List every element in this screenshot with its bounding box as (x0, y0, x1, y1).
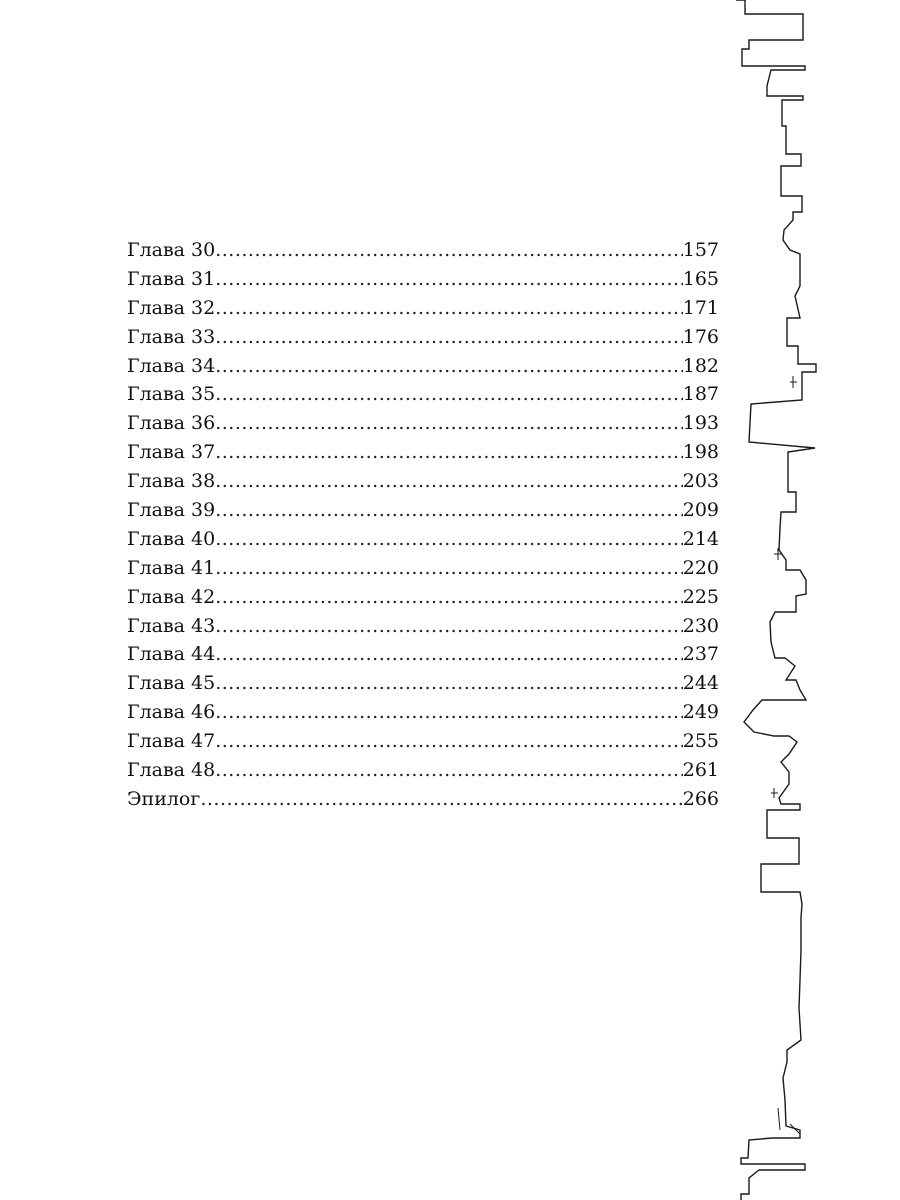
toc-entry-page: 187 (682, 383, 719, 406)
toc-entry-page: 157 (682, 239, 719, 261)
toc-entry-epilogue (127, 785, 719, 814)
toc-entry-page: 214 (682, 527, 719, 550)
toc-dot-leader (215, 236, 683, 265)
toc-dot-leader (215, 727, 683, 756)
city-skyline-outline-icon (720, 0, 830, 1200)
toc-entry-chapter-33 (127, 323, 719, 352)
toc-entry-chapter-34 (127, 352, 719, 381)
toc-entry-chapter-43 (127, 612, 719, 641)
skyline-outline-path (736, 0, 816, 1200)
toc-dot-leader (215, 409, 683, 438)
toc-dot-leader (215, 583, 683, 612)
toc-entry-chapter-31 (127, 265, 719, 294)
toc-entry-chapter-44 (127, 640, 719, 669)
toc-entry-chapter-35 (127, 380, 719, 409)
toc-dot-leader (215, 323, 683, 352)
table-of-contents (127, 236, 719, 814)
toc-dot-leader (215, 525, 683, 554)
toc-entry-label: Глава 33 (127, 325, 216, 348)
toc-entry-page: 209 (682, 499, 719, 522)
toc-entry-chapter-48 (127, 756, 719, 785)
toc-entry-page: 182 (682, 354, 719, 377)
toc-entry-page: 249 (682, 701, 719, 724)
toc-entry-chapter-32 (127, 294, 719, 323)
toc-entry-chapter-41 (127, 554, 719, 583)
toc-entry-chapter-42 (127, 583, 719, 612)
toc-entry-page: 261 (682, 759, 719, 782)
toc-entry-label: Глава 38 (127, 470, 216, 493)
toc-entry-page: 176 (682, 325, 719, 348)
toc-entry-chapter-38 (127, 467, 719, 496)
toc-entry-label: Глава 40 (127, 527, 216, 550)
toc-entry-chapter-37 (127, 438, 719, 467)
toc-entry-label: Глава 35 (127, 383, 216, 406)
toc-entry-page: 237 (682, 643, 719, 666)
toc-entry-label: Глава 44 (127, 643, 216, 666)
toc-entry-chapter-47 (127, 727, 719, 756)
toc-dot-leader (215, 265, 683, 294)
toc-entry-label: Глава 37 (127, 441, 216, 464)
toc-entry-page: 193 (682, 412, 719, 435)
toc-entry-label: Глава 31 (127, 267, 216, 290)
toc-dot-leader (215, 756, 683, 785)
toc-entry-chapter-40 (127, 525, 719, 554)
toc-entry-page: 230 (682, 614, 719, 637)
toc-entry-page: 171 (682, 296, 719, 319)
toc-entry-chapter-46 (127, 698, 719, 727)
toc-dot-leader (215, 612, 683, 641)
toc-dot-leader (215, 640, 683, 669)
toc-dot-leader (215, 467, 683, 496)
toc-entry-page: 198 (682, 441, 719, 464)
toc-entry-chapter-39 (127, 496, 719, 525)
toc-entry-label: Глава 39 (127, 499, 216, 522)
toc-entry-label: Глава 34 (127, 354, 216, 377)
toc-entry-label: Эпилог (127, 787, 201, 810)
toc-entry-chapter-36 (127, 409, 719, 438)
toc-dot-leader (215, 496, 683, 525)
toc-entry-label: Глава 41 (127, 556, 216, 579)
toc-dot-leader (200, 785, 682, 814)
toc-entry-label: Глава 30 (127, 239, 216, 261)
toc-entry-page: 203 (682, 470, 719, 493)
toc-entry-label: Глава 42 (127, 585, 216, 608)
toc-entry-label: Глава 43 (127, 614, 216, 637)
skyline-spire-detail (771, 376, 800, 1134)
toc-entry-chapter-45 (127, 669, 719, 698)
toc-entry-page: 165 (682, 267, 719, 290)
toc-entry-page: 255 (682, 730, 719, 753)
toc-entry-page: 266 (682, 787, 719, 810)
toc-entry-page: 220 (682, 556, 719, 579)
toc-entry-label: Глава 47 (127, 730, 216, 753)
toc-entry-label: Глава 36 (127, 412, 216, 435)
toc-entry-page: 225 (682, 585, 719, 608)
toc-dot-leader (215, 352, 683, 381)
toc-dot-leader (215, 380, 683, 409)
toc-dot-leader (215, 698, 683, 727)
toc-entry-page: 244 (682, 672, 719, 695)
toc-dot-leader (215, 554, 683, 583)
toc-entry-label: Глава 32 (127, 296, 216, 319)
toc-dot-leader (215, 438, 683, 467)
toc-entry-chapter-30 (127, 236, 719, 265)
toc-entry-label: Глава 48 (127, 759, 216, 782)
toc-dot-leader (215, 669, 683, 698)
toc-entry-label: Глава 45 (127, 672, 216, 695)
toc-entry-label: Глава 46 (127, 701, 216, 724)
toc-dot-leader (215, 294, 683, 323)
